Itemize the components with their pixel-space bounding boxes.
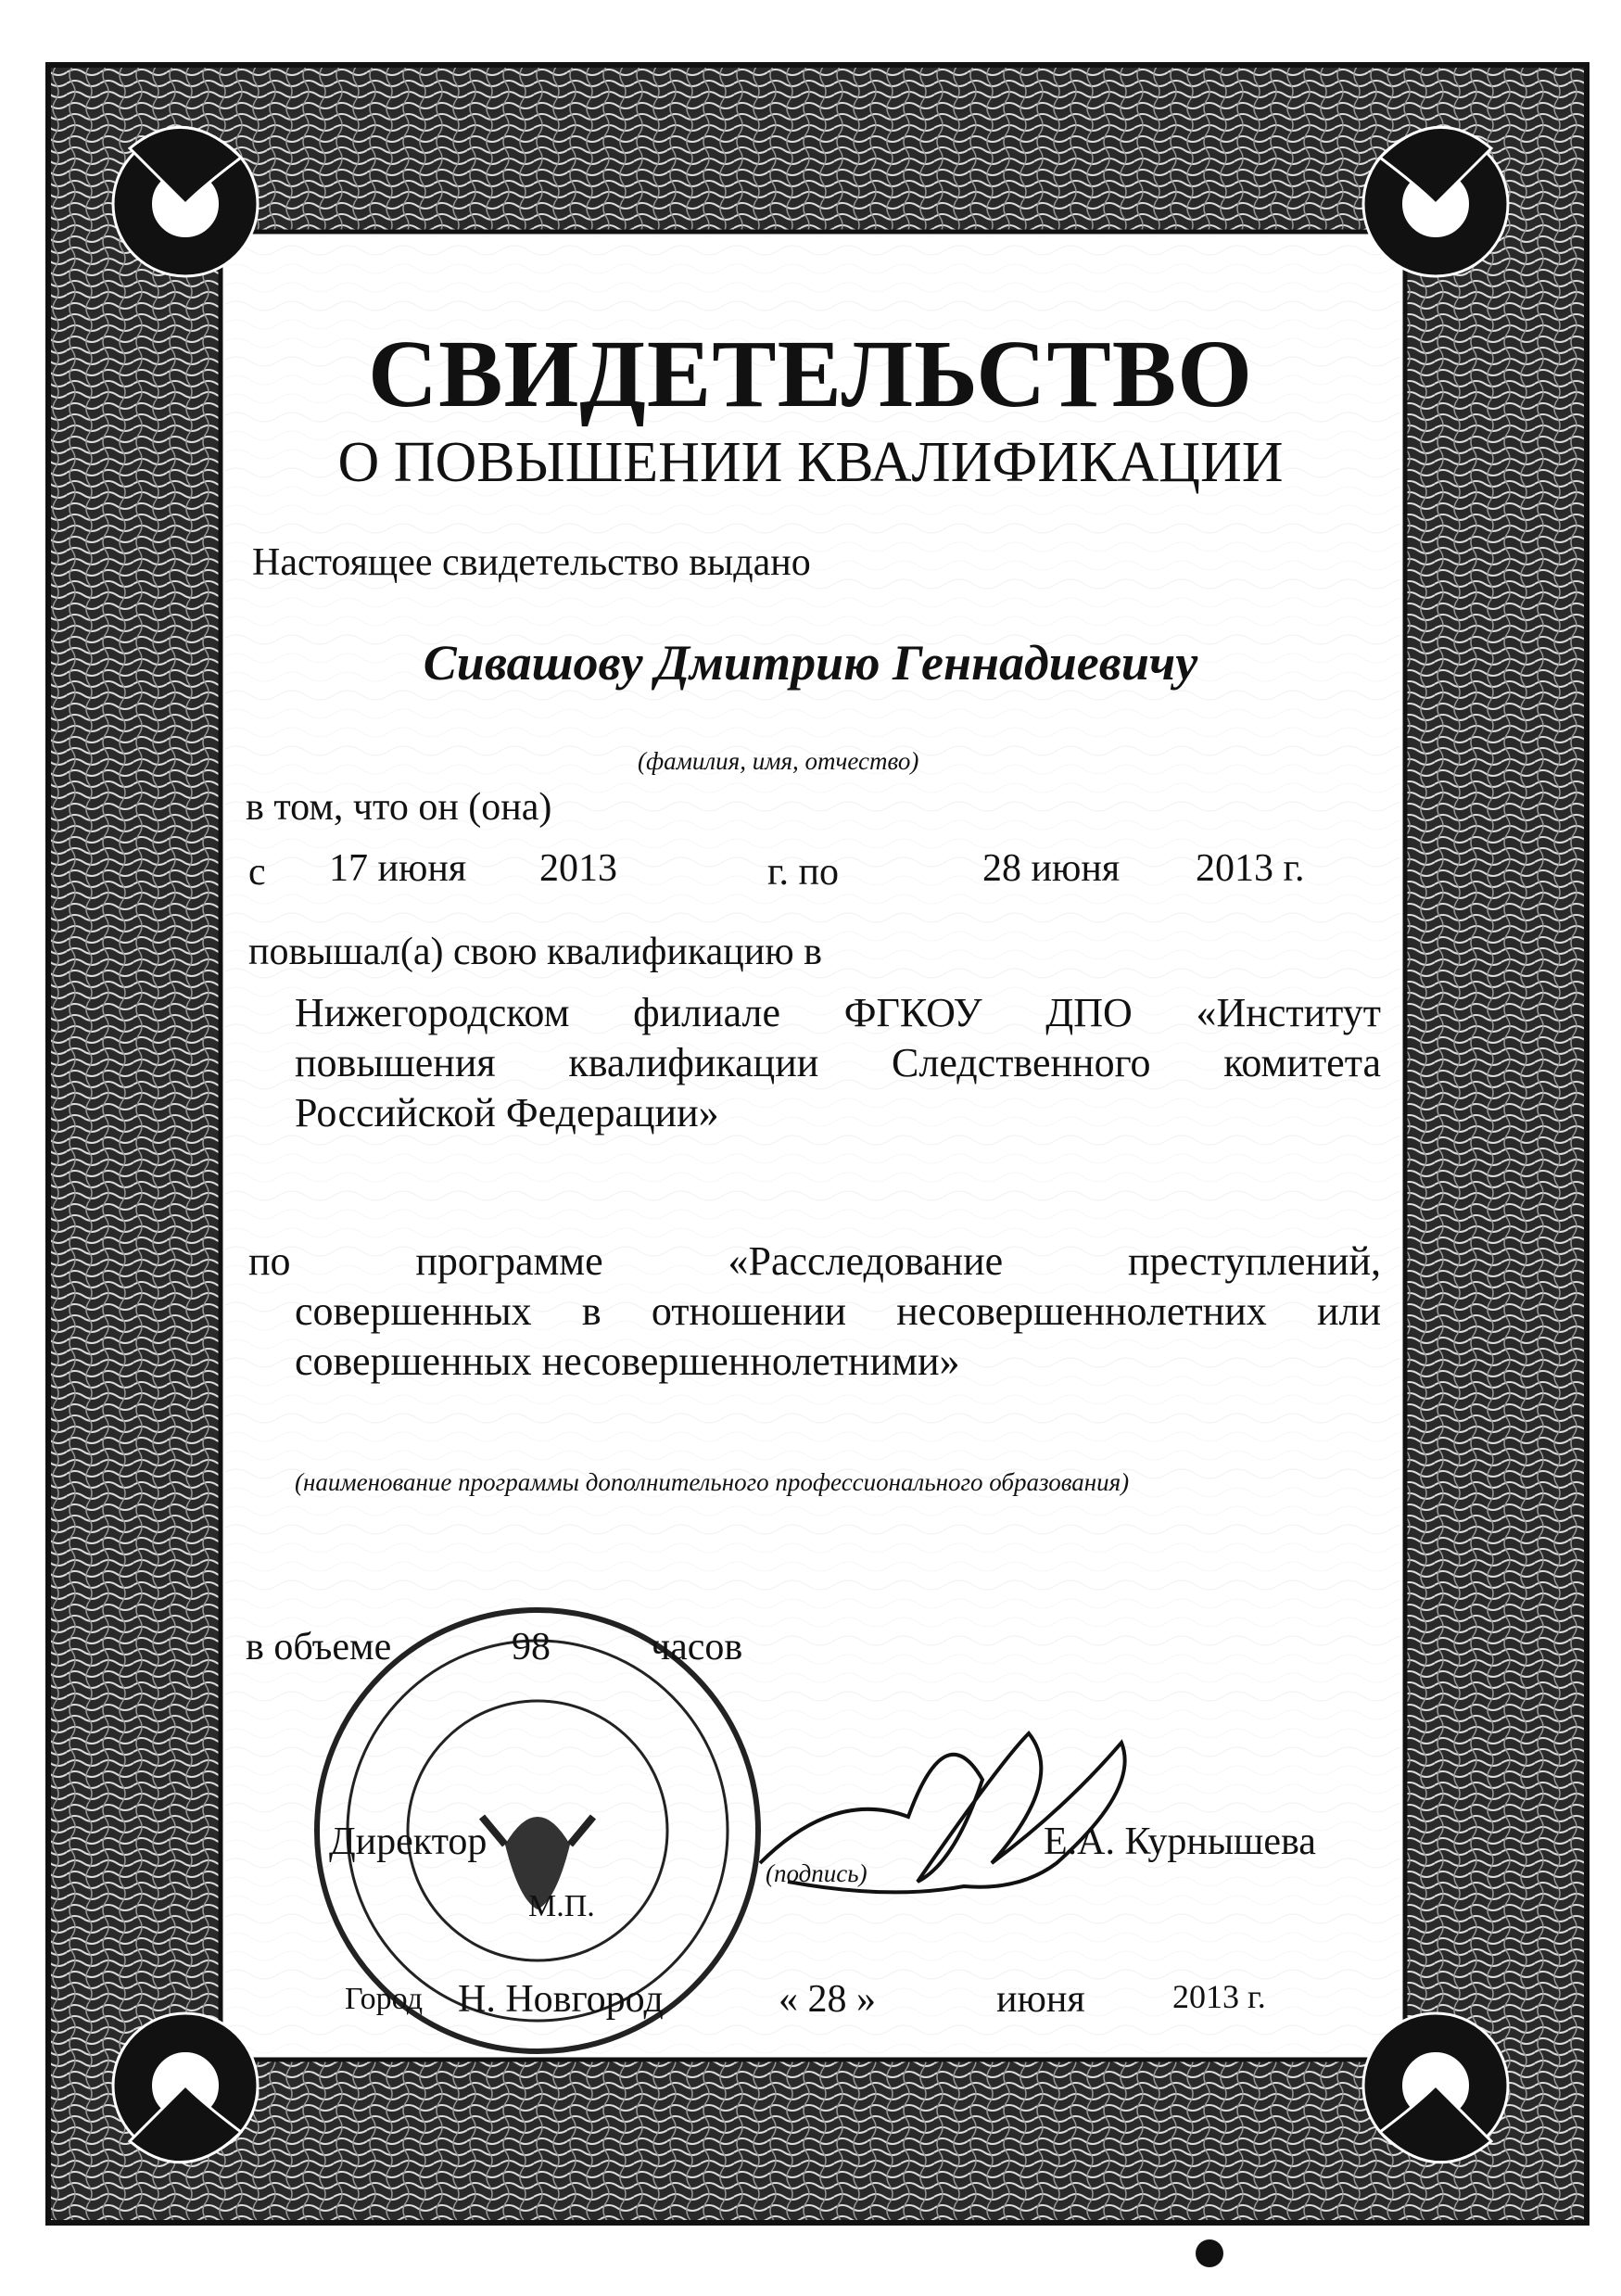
period-to-year: 2013 г.	[1196, 847, 1305, 890]
program-caption: (наименование программы дополнительного профессионального образования)	[295, 1468, 1130, 1496]
qualification-label: повышал(а) свою квалификацию в	[248, 931, 822, 973]
institution-line: Российской Федерации»	[295, 1090, 719, 1135]
volume-hours: 98	[512, 1626, 551, 1668]
program-line: по программе «Расследование преступлений,	[248, 1238, 1381, 1284]
stamp-place-label: М.П.	[528, 1889, 595, 1923]
period-mid: г. по	[767, 851, 839, 894]
name-caption: (фамилия, имя, отчество)	[638, 747, 919, 775]
footer-year: 2013 г.	[1172, 1978, 1266, 2015]
institution-line: Нижегородском филиале ФГКОУ ДПО «Институт	[295, 990, 1381, 1035]
volume-prefix: в объеме	[246, 1626, 392, 1668]
signature-caption: (подпись)	[766, 1859, 867, 1887]
footer-city-label: Город	[345, 1982, 423, 2016]
volume-suffix: часов	[651, 1626, 743, 1668]
document-subtitle: О ПОВЫШЕНИИ КВАЛИФИКАЦИИ	[337, 431, 1284, 494]
institution-line: повышения квалификации Следственного комитета	[295, 1040, 1381, 1085]
issued-to-label: Настоящее свидетельство выдано	[252, 541, 811, 584]
footer-day: « 28 »	[779, 1978, 876, 2021]
program-block	[248, 1237, 1381, 1387]
period-to-date: 28 июня	[982, 847, 1121, 890]
institution-block	[295, 988, 1381, 1138]
period-from-date: 17 июня	[329, 847, 467, 890]
signer-role: Директор	[329, 1820, 488, 1863]
document-title: СВИДЕТЕЛЬСТВО	[367, 321, 1254, 427]
signer-name: Е.А. Курнышева	[1044, 1820, 1316, 1863]
period-from-year: 2013	[539, 847, 617, 890]
footer-month: июня	[996, 1978, 1085, 2021]
ink-dot	[1196, 2239, 1223, 2267]
program-line: совершенных в отношении несовершеннолетних или	[295, 1288, 1381, 1334]
recipient-name: Сивашову Дмитрию Геннадиевичу	[423, 635, 1198, 691]
period-from-prefix: с	[248, 851, 266, 894]
footer-city: Н. Новгород	[458, 1978, 664, 2021]
program-line: совершенных несовершеннолетними»	[295, 1338, 960, 1384]
statement-text: в том, что он (она)	[246, 786, 552, 829]
